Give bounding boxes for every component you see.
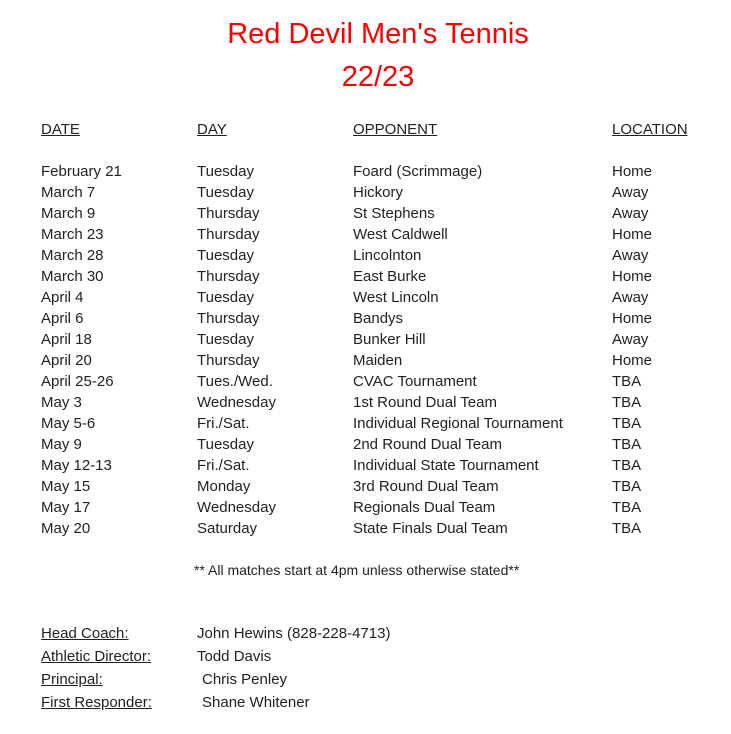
schedule-row bbox=[0, 518, 731, 539]
cell-location: Home bbox=[612, 163, 653, 180]
schedule-row bbox=[0, 455, 731, 476]
cell-location: Away bbox=[612, 331, 649, 348]
cell-date: March 30 bbox=[41, 268, 104, 285]
cell-day: Tuesday bbox=[197, 184, 254, 201]
cell-day: Thursday bbox=[197, 268, 260, 285]
cell-location: Home bbox=[612, 352, 653, 369]
cell-location: Away bbox=[612, 289, 649, 306]
staff-row-principal bbox=[0, 669, 731, 692]
schedule-row bbox=[0, 287, 731, 308]
schedule-table bbox=[0, 161, 731, 539]
cell-opponent: West Lincoln bbox=[353, 289, 439, 306]
cell-opponent: St Stephens bbox=[353, 205, 435, 222]
cell-location: Away bbox=[612, 247, 649, 264]
cell-day: Thursday bbox=[197, 310, 260, 327]
cell-date: March 7 bbox=[41, 184, 96, 201]
cell-date: April 20 bbox=[41, 352, 92, 369]
cell-day: Thursday bbox=[197, 352, 260, 369]
season-subtitle: 22/23 bbox=[341, 61, 415, 93]
cell-location: Home bbox=[612, 268, 653, 285]
cell-location: Away bbox=[612, 184, 649, 201]
schedule-row bbox=[0, 329, 731, 350]
cell-location: TBA bbox=[612, 478, 642, 495]
cell-opponent: Regionals Dual Team bbox=[353, 499, 496, 516]
start-time-note: ** All matches start at 4pm unless otherwise stated** bbox=[194, 562, 520, 578]
header-location: LOCATION bbox=[612, 121, 688, 138]
schedule-row bbox=[0, 476, 731, 497]
cell-day: Fri./Sat. bbox=[197, 457, 250, 474]
cell-opponent: Maiden bbox=[353, 352, 403, 369]
cell-date: April 25-26 bbox=[41, 373, 114, 390]
schedule-row bbox=[0, 224, 731, 245]
cell-opponent: Individual Regional Tournament bbox=[353, 415, 563, 432]
page-title: Red Devil Men's Tennis bbox=[227, 18, 529, 50]
cell-date: March 9 bbox=[41, 205, 96, 222]
cell-day: Saturday bbox=[197, 520, 258, 537]
cell-opponent: State Finals Dual Team bbox=[353, 520, 508, 537]
cell-date: April 4 bbox=[41, 289, 84, 306]
cell-opponent: Individual State Tournament bbox=[353, 457, 539, 474]
schedule-row bbox=[0, 413, 731, 434]
cell-location: TBA bbox=[612, 499, 642, 516]
cell-location: TBA bbox=[612, 415, 642, 432]
staff-row-head-coach bbox=[0, 623, 731, 646]
cell-opponent: Foard (Scrimmage) bbox=[353, 163, 483, 180]
cell-day: Wednesday bbox=[197, 499, 276, 516]
schedule-row bbox=[0, 203, 731, 224]
staff-row-athletic-director bbox=[0, 646, 731, 669]
cell-location: TBA bbox=[612, 373, 642, 390]
staff-name: John Hewins (828-228-4713) bbox=[197, 625, 391, 642]
schedule-row bbox=[0, 266, 731, 287]
cell-day: Tuesday bbox=[197, 331, 254, 348]
staff-name: Chris Penley bbox=[202, 671, 288, 688]
cell-date: February 21 bbox=[41, 163, 122, 180]
cell-day: Tuesday bbox=[197, 436, 254, 453]
staff-role: Principal: bbox=[41, 671, 103, 688]
cell-day: Wednesday bbox=[197, 394, 276, 411]
cell-location: TBA bbox=[612, 394, 642, 411]
cell-opponent: 3rd Round Dual Team bbox=[353, 478, 499, 495]
cell-location: Home bbox=[612, 226, 653, 243]
cell-date: May 12-13 bbox=[41, 457, 112, 474]
header-date: DATE bbox=[41, 121, 80, 138]
cell-opponent: East Burke bbox=[353, 268, 427, 285]
staff-row-first-responder bbox=[0, 692, 731, 715]
schedule-row bbox=[0, 350, 731, 371]
schedule-row bbox=[0, 161, 731, 182]
cell-date: May 9 bbox=[41, 436, 82, 453]
cell-date: April 6 bbox=[41, 310, 84, 327]
cell-day: Tuesday bbox=[197, 289, 254, 306]
cell-opponent: West Caldwell bbox=[353, 226, 448, 243]
cell-location: TBA bbox=[612, 436, 642, 453]
cell-location: TBA bbox=[612, 520, 642, 537]
staff-role: Athletic Director: bbox=[41, 648, 152, 665]
cell-day: Tuesday bbox=[197, 163, 254, 180]
cell-opponent: Lincolnton bbox=[353, 247, 422, 264]
cell-opponent: Bunker Hill bbox=[353, 331, 426, 348]
cell-date: May 5-6 bbox=[41, 415, 96, 432]
cell-location: TBA bbox=[612, 457, 642, 474]
cell-opponent: 1st Round Dual Team bbox=[353, 394, 497, 411]
schedule-row bbox=[0, 434, 731, 455]
cell-opponent: CVAC Tournament bbox=[353, 373, 477, 390]
staff-role: First Responder: bbox=[41, 694, 152, 711]
cell-opponent: 2nd Round Dual Team bbox=[353, 436, 502, 453]
staff-contacts bbox=[0, 623, 731, 715]
cell-day: Thursday bbox=[197, 205, 260, 222]
cell-date: May 17 bbox=[41, 499, 91, 516]
cell-day: Tues./Wed. bbox=[197, 373, 273, 390]
cell-opponent: Hickory bbox=[353, 184, 404, 201]
header-day: DAY bbox=[197, 121, 227, 138]
cell-opponent: Bandys bbox=[353, 310, 404, 327]
schedule-row bbox=[0, 245, 731, 266]
cell-date: May 20 bbox=[41, 520, 91, 537]
schedule-row bbox=[0, 371, 731, 392]
header-opponent: OPPONENT bbox=[353, 121, 438, 138]
staff-role: Head Coach: bbox=[41, 625, 129, 642]
cell-day: Tuesday bbox=[197, 247, 254, 264]
cell-date: May 3 bbox=[41, 394, 82, 411]
staff-name: Todd Davis bbox=[197, 648, 272, 665]
cell-location: Home bbox=[612, 310, 653, 327]
cell-date: March 23 bbox=[41, 226, 104, 243]
staff-name: Shane Whitener bbox=[202, 694, 310, 711]
schedule-row bbox=[0, 182, 731, 203]
schedule-row bbox=[0, 308, 731, 329]
cell-location: Away bbox=[612, 205, 649, 222]
cell-date: May 15 bbox=[41, 478, 91, 495]
cell-date: April 18 bbox=[41, 331, 92, 348]
schedule-row bbox=[0, 392, 731, 413]
cell-day: Monday bbox=[197, 478, 251, 495]
cell-day: Fri./Sat. bbox=[197, 415, 250, 432]
schedule-row bbox=[0, 497, 731, 518]
cell-date: March 28 bbox=[41, 247, 104, 264]
cell-day: Thursday bbox=[197, 226, 260, 243]
